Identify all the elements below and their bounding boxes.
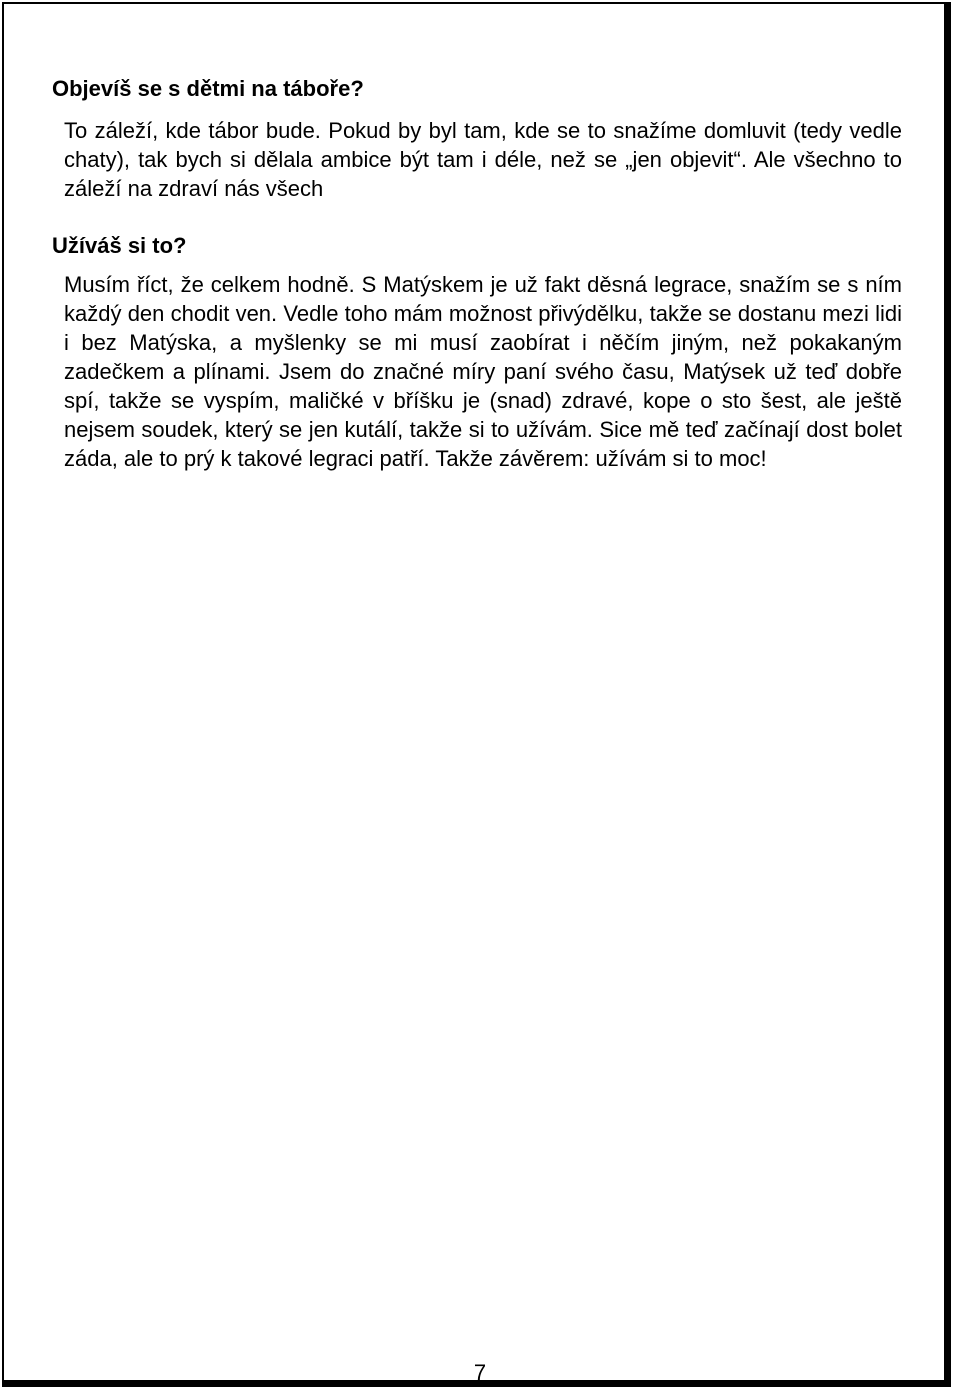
answer-paragraph: Musím říct, že celkem hodně. S Matýskem je už fakt děsná legrace, snažím se s ním každý den chodit ven. Vedle toho mám možnost přivýdělku, takže se dostanu mezi lidi i bez Matýska, a myšlenky se mi musí zaobírat i něčím jiným, než pokakaným zadečkem a plínami. Jsem do značné míry paní svého času, Matýsek už teď dobře spí, takže se vyspím, maličké v bříšku je (snad) zdravé, kope o sto šest, ale ještě nejsem soudek, který se jen kutálí, takže si to užívám. Sice mě teď začínají dost bolet záda, ale to prý k takové legraci patří. Takže závěrem: užívám si to moc! — [64, 272, 902, 471]
document-body — [52, 74, 902, 473]
answer-paragraph: To záleží, kde tábor bude. Pokud by byl tam, kde se to snažíme domluvit (tedy vedle chaty), tak bych si dělala ambice být tam i déle, než se „jen objevit“. Ale všechno to záleží na zdraví nás všech — [64, 118, 902, 201]
question-heading: Užíváš si to? — [52, 233, 187, 258]
question-heading: Objevíš se s dětmi na táboře? — [52, 76, 364, 101]
page-number: 7 — [473, 1360, 487, 1385]
page-frame — [2, 2, 951, 1387]
